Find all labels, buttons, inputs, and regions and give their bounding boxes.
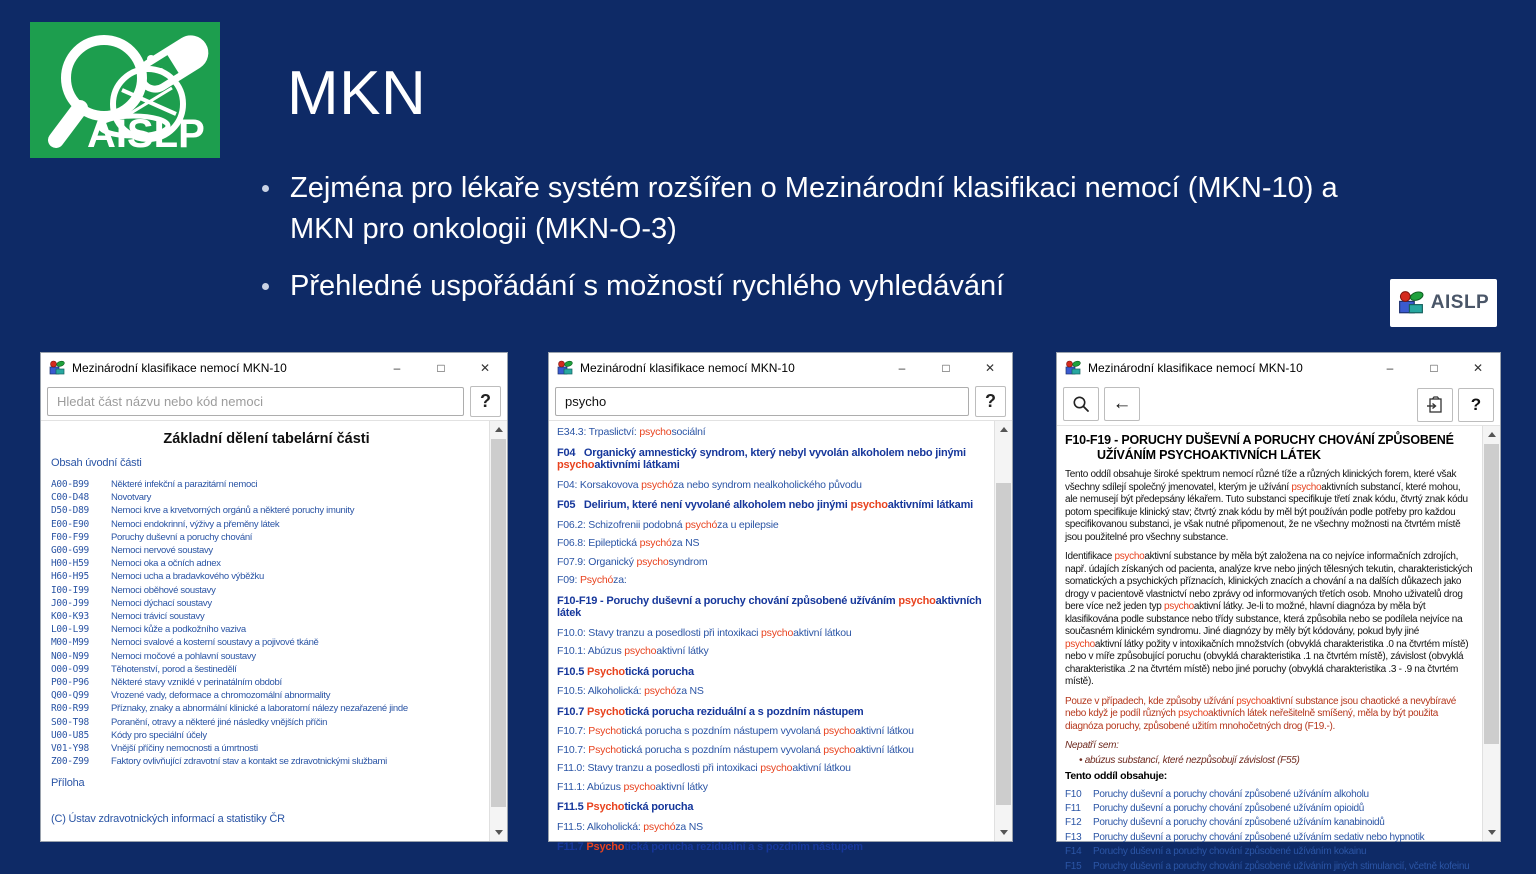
result-item[interactable]: F11.7 Psychotická porucha reziduální a s pozdním nástupem [557,841,863,853]
titlebar [41,353,507,383]
window-controls [1368,353,1500,383]
logo-text: AISLP [87,112,205,156]
code-range-row[interactable] [51,636,482,649]
range-label: Nemoci endokrinní, výživy a přeměny látek [111,518,280,530]
triangle-up-icon [1488,432,1496,437]
aislp-badge [1390,279,1497,327]
back-button[interactable]: ← [1104,387,1140,421]
range-code: M00-M99 [51,637,89,649]
code-range-row[interactable] [51,491,482,504]
range-label: Nemoci nervové soustavy [111,545,213,557]
code-range-row[interactable] [51,504,482,517]
triangle-up-icon [1000,427,1008,432]
scroll-up-button[interactable] [995,421,1012,438]
detail-pane [1057,426,1483,872]
close-button[interactable]: ✕ [1472,361,1484,375]
close-button[interactable]: ✕ [984,361,996,375]
category-code: F12 [1065,817,1082,829]
range-code: P00-P96 [51,677,89,689]
search-results-list [549,421,995,853]
code-range-row[interactable] [51,597,482,610]
result-item[interactable]: F11.1: Abúzus psychoaktivní látky [557,780,708,793]
toolbar-right [1417,388,1494,422]
code-range-row[interactable] [51,755,482,768]
result-item[interactable]: F10.7: Psychotická porucha s pozdním nástupem vyvolaná psychoaktivní látkou [557,725,914,737]
range-code: U00-U85 [51,729,89,741]
minimize-button[interactable]: – [393,361,401,375]
category-code: F10 [1065,788,1082,800]
range-code: V01-Y98 [51,743,89,755]
bullet-text: Zejména pro lékaře systém rozšířen o Mezinárodní klasifikaci nemocí (MKN-10) a MKN pro onkologii (MKN-O-3) [290,172,1346,246]
range-label: Poruchy duševní a poruchy chování [111,531,253,543]
contains-row[interactable] [1065,845,1475,859]
triangle-down-icon [1000,830,1008,835]
appendix-link[interactable]: Příloha [51,777,85,790]
code-range-row[interactable] [51,531,482,544]
section-heading: Základní dělení tabelární části [163,431,370,447]
range-code: K00-K93 [51,611,89,623]
category-label: Poruchy duševní a poruchy chování způsobené užíváním jiných stimulancií, včetně kofeinu [1093,860,1470,872]
clipboard-arrow-icon [1426,396,1444,414]
titlebar [1057,353,1500,383]
range-label: Faktory ovlivňující zdravotní stav a kontakt se zdravotnickými službami [111,756,387,768]
range-label: Vnější příčiny nemocnosti a úmrtnosti [111,743,258,755]
triangle-up-icon [495,427,503,432]
result-item[interactable]: F04: Korsakovova psychóza nebo syndrom nealkoholického původu [557,478,862,491]
code-range-row[interactable] [51,610,482,623]
bullet-item [254,266,1404,307]
bullet-dot-icon [262,185,269,192]
chapter-paragraphs [1065,469,1475,733]
code-range-row[interactable] [51,729,482,742]
scrollbar[interactable] [1482,426,1500,841]
code-range-row[interactable] [51,689,482,702]
mkn-window-search [548,352,1013,853]
bullet-text: Přehledné uspořádání s možností rychlého vyhledávání [290,270,1005,303]
code-range-row[interactable] [51,570,482,583]
contains-row[interactable] [1065,860,1475,874]
scroll-up-button[interactable] [1483,426,1500,443]
scrollbar[interactable] [994,421,1012,841]
scroll-thumb[interactable] [1484,444,1499,744]
result-item[interactable]: F06.8: Epileptická psychóza NS [557,537,700,549]
range-code: R00-R99 [51,703,89,715]
result-item[interactable]: F06.2: Schizofrenii podobná psychóza u epilepsie [557,518,779,531]
scroll-thumb[interactable] [491,439,506,807]
result-item[interactable]: F05 Delirium, které není vyvolané alkoholem nebo jinými psychoaktivními látkami [557,499,974,511]
intro-link[interactable]: Obsah úvodní části [51,457,142,469]
code-range-row[interactable] [51,518,482,531]
code-range-list [51,478,482,768]
code-range-row[interactable] [51,663,482,676]
range-code: D50-D89 [51,505,89,517]
range-code: J00-J99 [51,597,89,609]
category-label: Poruchy duševní a poruchy chování způsobené užíváním alkoholu [1093,788,1369,800]
result-item[interactable]: F04 Organický amnestický syndrom, který nebyl vyvolán alkoholem nebo jinými psychoaktivními látkami [557,446,966,471]
search-input[interactable] [555,387,969,416]
app-icon [49,360,65,376]
range-label: Poranění, otravy a některé jiné následky vnějších příčin [111,716,328,728]
chapter-paragraph: Identifikace psychoaktivní substance by měla být založena na co nejvíce informačních zdrojích, např. údajích získaných od pacienta, analýze krve nebo jiných tělesných tekutin, charakteristických somatických a psychických příznacích, klinických znacích a chování a na dalších důkazech jako drogy v pacientově vlastnictví nebo zprávy od informovaných třetích osob. Mnoho uživatelů drog bere více než jeden typ psychoaktivní látky. Je-li to možné, hlavní diagnóza by měla být klasifikována podle substance nebo třídy substance, která způsobila nebo se podílela nejvíce na současném klinickém syndromu. Jiné diagnózy by měly být kódovány, pokud byly jiné psychoaktivní látky požity v intoxikačních množstvích (obvyklá charakteristika .0 na čtvrtém místě) nebo v míře způsobující poruchu (obvyklá charakteristika .1 na čtvrtém místě), závislost (obvyklá charakteristika .2 na čtvrtém místě) nebo jiné poruchy (obvyklá charakteristika .3 - .9 na čtvrtém místě). [1065,551,1473,687]
result-item[interactable]: F09: Psychóza: [557,574,627,586]
result-item[interactable]: F11.0: Stavy tranzu a posedlosti při intoxikaci psychoaktivní látkou [557,762,851,774]
range-code: S00-T98 [51,716,89,728]
range-code: A00-B99 [51,479,89,490]
contains-title: Tento oddíl obsahuje: [1065,770,1167,782]
contains-row[interactable] [1065,802,1475,816]
triangle-down-icon [1488,830,1496,835]
category-code: F11 [1065,802,1081,814]
range-code: I00-I99 [51,584,89,596]
excludes-item: • abúzus substancí, které nezpůsobují závislost (F55) [1079,755,1475,768]
chapter-heading: F10-F19 - PORUCHY DUŠEVNÍ A PORUCHY CHOVÁNÍ ZPŮSOBENÉ UŽÍVÁNÍM PSYCHOAKTIVNÍCH LÁTEK [1065,433,1454,462]
maximize-button[interactable]: □ [1430,361,1438,375]
search-input[interactable] [47,387,464,416]
window-controls [375,353,507,383]
code-range-row[interactable] [51,676,482,689]
range-label: Nemoci dýchací soustavy [111,597,212,609]
result-item[interactable]: F10.7 Psychotická porucha reziduální a s pozdním nástupem [557,705,864,718]
result-item[interactable]: F10.5: Alkoholická: psychóza NS [557,685,704,697]
search-bar [41,383,507,421]
help-button[interactable]: ? [1458,388,1494,422]
range-label: Nemoci oka a očních adnex [111,558,221,570]
scroll-down-button[interactable] [995,824,1012,841]
range-code: O00-O99 [51,663,89,675]
range-code: C00-D48 [51,492,89,504]
result-item[interactable]: F10.7: Psychotická porucha s pozdním nástupem vyvolaná psychoaktivní látkou [557,743,914,756]
range-label: Kódy pro speciální účely [111,729,207,741]
contains-row[interactable] [1065,816,1475,830]
category-code: F14 [1065,846,1082,858]
range-label: Nemoci trávicí soustavy [111,611,205,623]
result-item[interactable]: E34.3: Trpaslictví: psychosociální [557,426,706,438]
copyright-text: (C) Ústav zdravotnických informací a statistiky ČR [51,813,285,826]
range-label: Nemoci močové a pohlavní soustavy [111,650,256,662]
range-label: Některé infekční a parazitární nemoci [111,479,258,490]
minimize-button[interactable]: – [1386,361,1394,375]
code-range-row[interactable] [51,623,482,636]
scroll-thumb[interactable] [996,483,1011,805]
bullet-item [254,168,1404,250]
contains-list [1065,788,1475,874]
mkn-window-overview [40,352,508,842]
aislp-logo-graphic [30,22,220,158]
range-label: Novotvary [111,492,152,504]
code-range-row[interactable] [51,544,482,557]
scroll-down-button[interactable] [490,824,507,841]
range-label: Nemoci kůže a podkožního vaziva [111,624,246,636]
app-icon [1065,360,1081,376]
transfer-button[interactable] [1417,388,1453,422]
range-label: Nemoci oběhové soustavy [111,584,216,596]
range-code: Z00-Z99 [51,756,89,768]
titlebar [549,353,1012,383]
code-range-row[interactable] [51,716,482,729]
range-label: Příznaky, znaky a abnormální klinické a laboratorní nálezy nezařazené jinde [111,703,408,715]
minimize-button[interactable]: – [898,361,906,375]
result-item[interactable]: F07.9: Organický psychosyndrom [557,555,708,568]
window-controls [880,353,1012,383]
page-title: MKN [287,59,427,128]
classification-list [41,421,490,841]
code-range-row[interactable] [51,650,482,663]
search-button[interactable] [1063,387,1099,421]
app-icon [557,360,573,376]
range-code: N00-N99 [51,650,89,662]
toolbar [1057,383,1500,426]
scroll-down-button[interactable] [1483,824,1500,841]
search-bar [549,383,1012,421]
range-code: Q00-Q99 [51,690,89,702]
category-label: Poruchy duševní a poruchy chování způsobené užíváním sedativ nebo hypnotik [1093,831,1425,843]
code-range-row[interactable] [51,584,482,597]
range-label: Nemoci krve a krvetvorných orgánů a některé poruchy imunity [111,505,355,517]
category-label: Poruchy duševní a poruchy chování způsobené užíváním kanabinoidů [1093,817,1385,829]
range-code: G00-G99 [51,545,89,557]
close-button[interactable]: ✕ [479,361,491,375]
badge-label: AISLP [1430,292,1490,313]
range-label: Vrozené vady, deformace a chromozomální abnormality [111,690,331,702]
mkn-window-detail [1056,352,1501,872]
result-item[interactable]: F10.1: Abúzus psychoaktivní látky [557,645,709,657]
help-button[interactable]: ? [470,386,501,417]
chapter-paragraph: Pouze v případech, kde způsoby užívání psychoaktivní substance jsou chaotické a nevybíravé nebo když je podíl různých psychoaktivních látek neřešitelně smíšený, měla by být použita diagnóza poruchy, způsobené užitím mnohočetných drog (F19.-). [1065,695,1457,732]
code-range-row[interactable] [51,742,482,755]
bullet-list [254,168,1404,324]
window-title: Mezinárodní klasifikace nemocí MKN-10 [580,361,795,375]
range-code: F00-F99 [51,531,89,543]
range-code: H00-H59 [51,558,89,570]
excludes-title: Nepatří sem: [1065,740,1119,751]
range-code: E00-E90 [51,518,89,530]
category-code: F15 [1065,860,1082,872]
chapter-paragraph: Tento oddíl obsahuje široké spektrum nemocí různé tíže a různých klinických forem, které však všechny sdílejí společný jmenovatel, kterým je užívání psychoaktivních substancí, které mohou, ale nemusejí být předepsány lékařem. Tuto substanci specifikuje třetí znak kódu, čtvrtý znak kódu potom specifikuje klinický stav; čtvrtý znak kódu by měl být používán podle potřeby pro každou specifikovanou substanci, je však nutné připomenout, že ne všechny možnosti na čtvrtém místě jsou použitelné pro všechny substance. [1065,469,1468,543]
result-item[interactable]: F10.0: Stavy tranzu a posedlosti při intoxikaci psychoaktivní látkou [557,626,852,639]
contains-row[interactable] [1065,831,1475,845]
maximize-button[interactable]: □ [942,361,950,375]
code-range-row[interactable] [51,557,482,570]
aislp-logo [30,22,220,158]
search-icon [1072,395,1090,413]
range-code: H60-H95 [51,571,89,583]
bullet-dot-icon [262,283,269,290]
window-title: Mezinárodní klasifikace nemocí MKN-10 [1088,361,1303,375]
code-range-row[interactable] [51,478,482,491]
range-label: Těhotenství, porod a šestinedělí [111,663,237,675]
range-label: Některé stavy vzniklé v perinatálním období [111,677,282,689]
category-label: Poruchy duševní a poruchy chování způsobené užíváním kokainu [1093,846,1367,858]
result-item[interactable]: F10.5 Psychotická porucha [557,665,694,678]
maximize-button[interactable]: □ [437,361,445,375]
category-label: Poruchy duševní a poruchy chování způsobené užíváním opioidů [1093,802,1365,814]
scroll-up-button[interactable] [490,421,507,438]
window-title: Mezinárodní klasifikace nemocí MKN-10 [72,361,287,375]
range-code: L00-L99 [51,624,89,636]
excludes-list [1065,755,1475,768]
triangle-down-icon [495,830,503,835]
result-item[interactable]: F11.5 Psychotická porucha [557,801,694,813]
range-label: Nemoci ucha a bradavkového výběžku [111,571,264,583]
result-item[interactable]: F11.5: Alkoholická: psychóza NS [557,820,703,833]
help-button[interactable]: ? [975,386,1006,417]
range-label: Nemoci svalové a kosterní soustavy a pojivové tkáně [111,637,319,649]
category-code: F13 [1065,831,1082,843]
result-item[interactable]: F10-F19 - Poruchy duševní a poruchy chování způsobené užíváním psychoaktivních látek [557,594,982,619]
contains-row[interactable] [1065,788,1475,802]
code-range-row[interactable] [51,702,482,715]
aislp-mini-icon [1398,290,1424,316]
scrollbar[interactable] [489,421,507,841]
